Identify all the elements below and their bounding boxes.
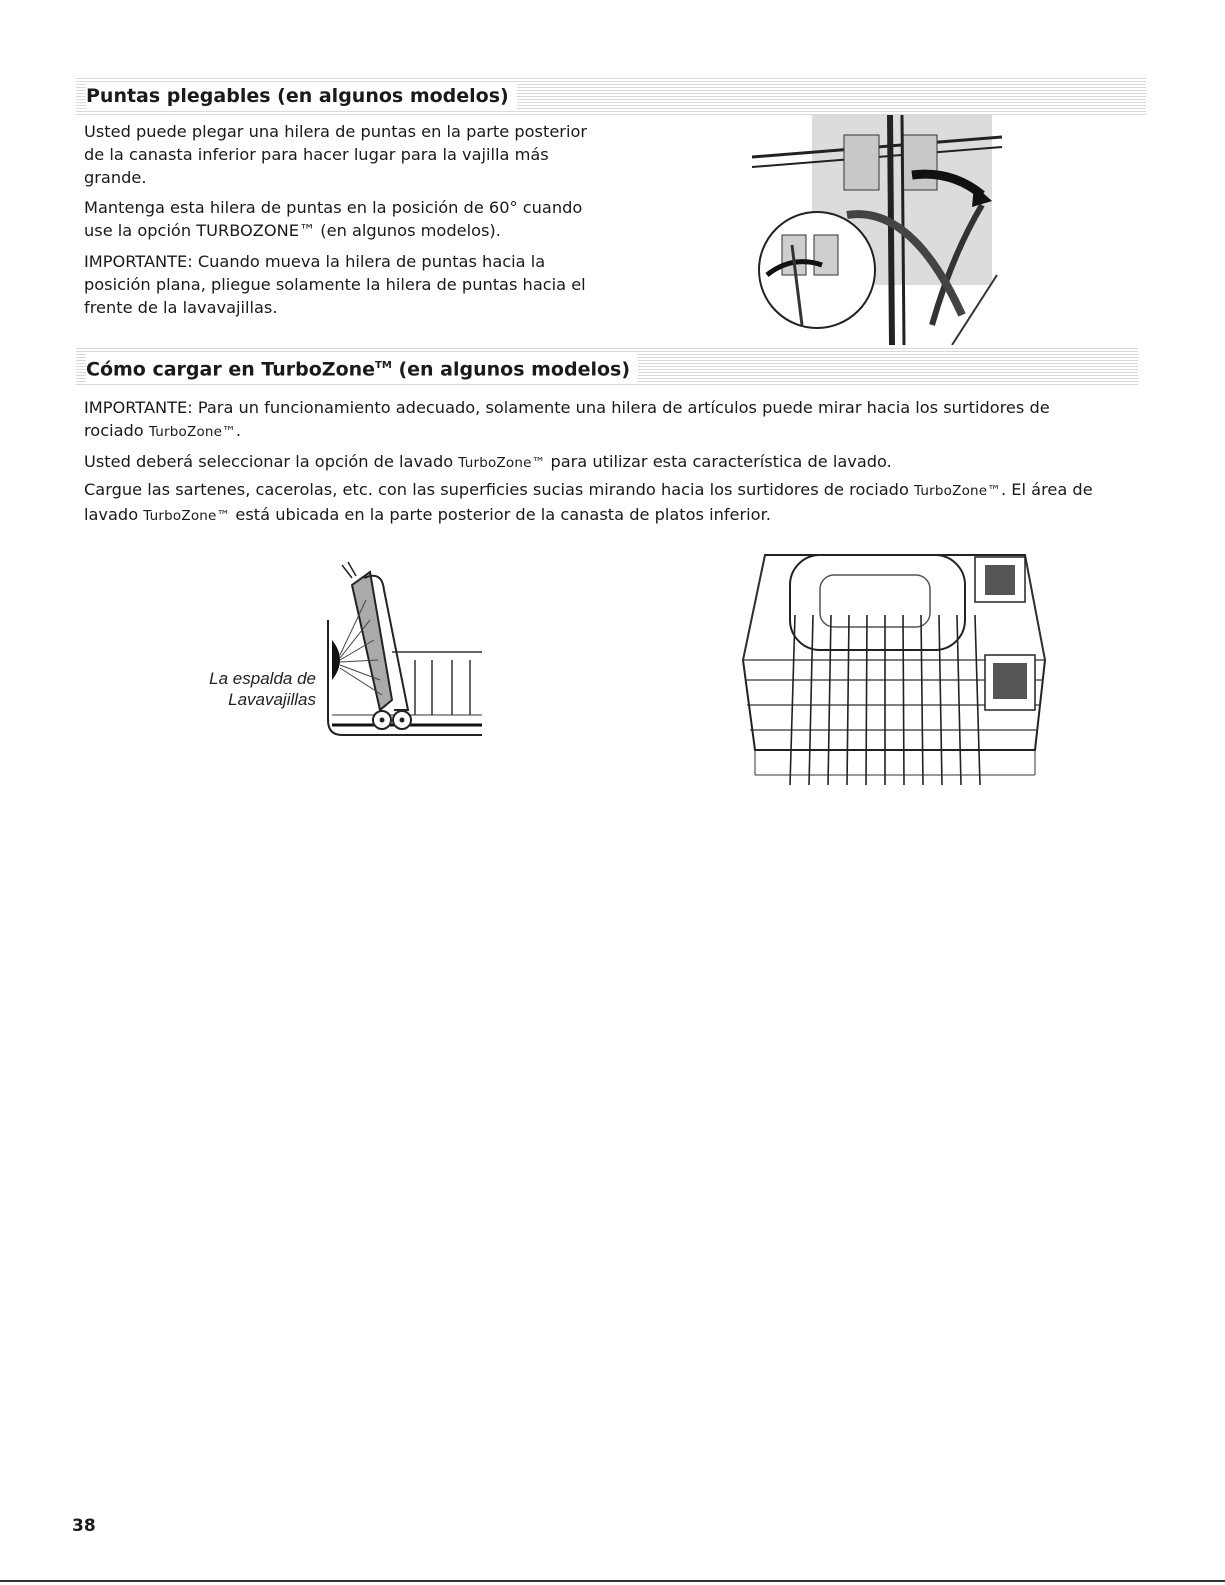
brand-turbozone: TurboZone™: [458, 455, 546, 471]
brand-turbozone: TurboZone™: [143, 508, 231, 524]
paragraph-select-option: [84, 450, 1104, 475]
section-header-turbozone: [76, 347, 1138, 387]
paragraph-fold-tines: Usted puede plegar una hilera de puntas en la parte posterior de la canasta inferior para hacer lugar para la vajilla más grande.: [84, 122, 588, 187]
paragraph-important-one-row: [84, 396, 1104, 444]
title-tm: TM: [375, 360, 392, 371]
bottom-rule: [0, 1580, 1225, 1582]
title-pre: Cómo cargar en: [86, 358, 262, 381]
paragraph-important-fold: IMPORTANTE: Cuando mueva la hilera de puntas hacia la posición plana, pliegue solamente la hilera de puntas hacia el frente de la lavavajillas.: [84, 252, 586, 317]
section-title-puntas: Puntas plegables (en algunos modelos): [86, 83, 517, 109]
title-brand-zone: Zone: [321, 358, 376, 381]
paragraph-load-pans: [84, 478, 1114, 528]
title-brand-turbo: Turbo: [261, 358, 322, 381]
paragraph-60-degree: Mantenga esta hilera de puntas en la posición de 60° cuando use la opción TURBOZONE™ (en algunos modelos).: [84, 198, 583, 240]
section-header-puntas: [76, 77, 1146, 117]
text-select-a: Usted deberá seleccionar la opción de lavado: [84, 452, 459, 471]
text-select-b: para utilizar esta característica de lavado.: [545, 452, 892, 471]
brand-turbozone: TurboZone™: [914, 483, 1002, 499]
page-number: 38: [72, 1516, 96, 1536]
text-load-b: . El área de lavado: [84, 480, 1093, 524]
text-important-b: .: [235, 421, 242, 440]
title-post: (en algunos modelos): [391, 358, 631, 381]
figure-caption: [160, 668, 316, 710]
text-load-c: está ubicada en la parte posterior de la canasta de platos inferior.: [230, 505, 771, 524]
caption-line-2: Lavavajillas: [228, 690, 316, 709]
brand-turbozone: TurboZone™: [148, 424, 236, 440]
text-load-a: Cargue las sartenes, cacerolas, etc. con las superficies sucias mirando hacia los surtidores de rociado: [84, 480, 914, 499]
fold-tines-illustration: [752, 115, 1022, 345]
text-important-a: IMPORTANTE: Para un funcionamiento adecuado, solamente una hilera de artículos puede mirar hacia los surtidores de rociado: [84, 398, 1050, 440]
side-view-illustration: [322, 560, 482, 745]
caption-line-1: La espalda de: [209, 669, 316, 688]
lower-rack-illustration: [735, 545, 1055, 793]
section-title-turbozone: [86, 353, 638, 382]
